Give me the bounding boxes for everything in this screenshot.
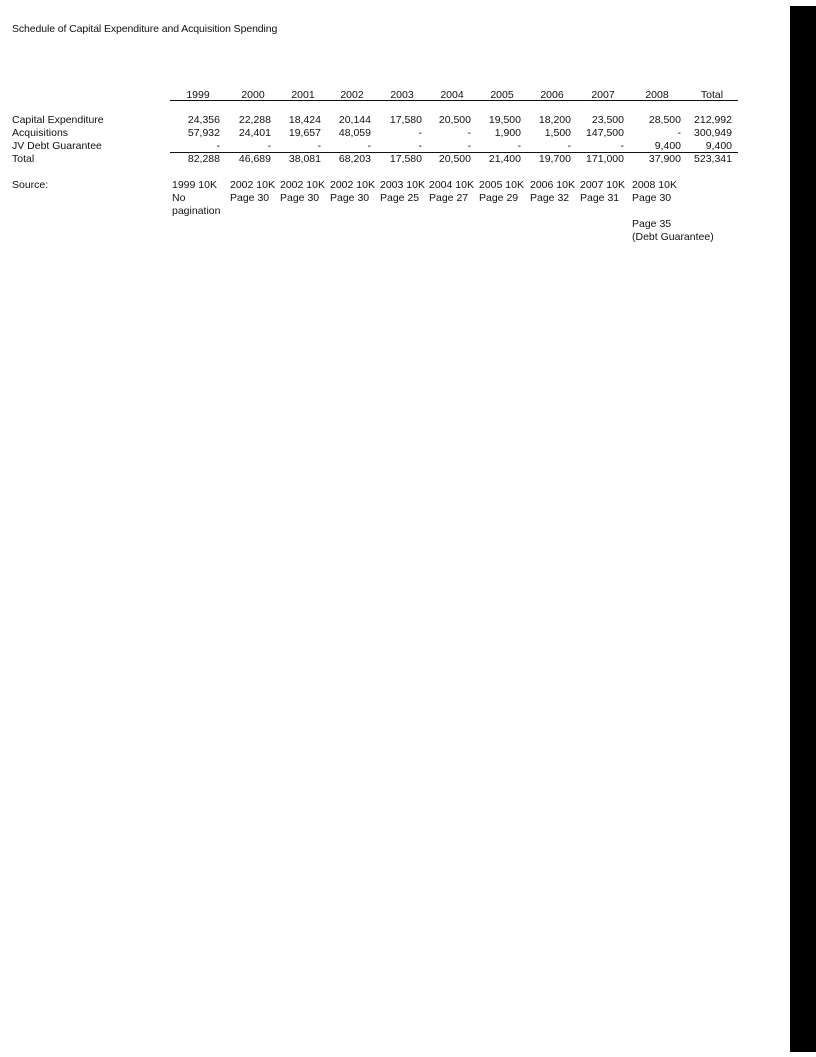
column-header: 2002 xyxy=(340,89,364,101)
source-entry: 2002 10K xyxy=(280,179,325,191)
document-title: Schedule of Capital Expenditure and Acquisition Spending xyxy=(12,23,278,35)
table-cell: 19,700 xyxy=(538,153,571,165)
source-entry: Page 30 xyxy=(632,192,672,204)
source-label: Source: xyxy=(12,179,49,191)
table-cell: 28,500 xyxy=(648,114,681,126)
row-label: Acquisitions xyxy=(12,127,69,139)
source-entry: Page 27 xyxy=(429,192,469,204)
column-header: 2000 xyxy=(241,89,265,101)
column-header: 2004 xyxy=(440,89,464,101)
column-header: 2003 xyxy=(390,89,414,101)
table-cell: 48,059 xyxy=(338,127,371,139)
column-header: 1999 xyxy=(186,89,210,101)
column-header: 2007 xyxy=(591,89,615,101)
source-entry: 2008 10K xyxy=(632,179,677,191)
source-entry: pagination xyxy=(172,205,221,217)
table-cell: 21,400 xyxy=(488,153,521,165)
column-header: 2006 xyxy=(540,89,564,101)
source-entry: 2002 10K xyxy=(230,179,275,191)
table-cell: - xyxy=(418,140,422,152)
table-cell: - xyxy=(620,140,624,152)
table-cell: 147,500 xyxy=(586,127,624,139)
source-entry: No xyxy=(172,192,186,204)
column-header: Total xyxy=(700,89,724,101)
table-cell: 19,500 xyxy=(488,114,521,126)
source-entry: Page 29 xyxy=(479,192,519,204)
table-cell: 20,500 xyxy=(438,114,471,126)
table-cell: 24,401 xyxy=(238,127,271,139)
table-cell: 1,900 xyxy=(494,127,521,139)
table-cell: 46,689 xyxy=(238,153,271,165)
source-entry: 2004 10K xyxy=(429,179,474,191)
table-cell: 212,992 xyxy=(694,114,732,126)
scan-edge-bar xyxy=(790,6,816,1052)
table-cell: 38,081 xyxy=(288,153,321,165)
table-cell: 9,400 xyxy=(654,140,681,152)
row-label: Total xyxy=(12,153,35,165)
table-cell: 523,341 xyxy=(694,153,732,165)
table-cell: 1,500 xyxy=(544,127,571,139)
table-cell: 22,288 xyxy=(238,114,271,126)
source-entry: 2002 10K xyxy=(330,179,375,191)
source-entry: Page 32 xyxy=(530,192,570,204)
row-label: JV Debt Guarantee xyxy=(12,140,102,152)
source-entry: 2005 10K xyxy=(479,179,524,191)
table-cell: 57,932 xyxy=(187,127,220,139)
table-cell: 23,500 xyxy=(591,114,624,126)
table-cell: - xyxy=(216,140,220,152)
source-entry: Page 30 xyxy=(330,192,370,204)
table-cell: - xyxy=(317,140,321,152)
table-cell: 82,288 xyxy=(187,153,220,165)
table-cell: 18,424 xyxy=(288,114,321,126)
table-cell: - xyxy=(467,127,471,139)
table-cell: 17,580 xyxy=(389,114,422,126)
table-cell: - xyxy=(418,127,422,139)
source-entry: 2006 10K xyxy=(530,179,575,191)
table-cell: - xyxy=(677,127,681,139)
header-rule xyxy=(170,100,738,101)
source-entry: Page 25 xyxy=(380,192,420,204)
table-cell: 171,000 xyxy=(586,153,624,165)
table-cell: 17,580 xyxy=(389,153,422,165)
table-cell: 20,144 xyxy=(338,114,371,126)
table-cell: - xyxy=(467,140,471,152)
source-entry: Page 31 xyxy=(580,192,620,204)
table-cell: - xyxy=(517,140,521,152)
table-cell: - xyxy=(367,140,371,152)
table-cell: 18,200 xyxy=(538,114,571,126)
source-entry: Page 30 xyxy=(280,192,320,204)
table-cell: 37,900 xyxy=(648,153,681,165)
column-header: 2008 xyxy=(645,89,669,101)
column-header: 2001 xyxy=(291,89,315,101)
table-cell: 68,203 xyxy=(338,153,371,165)
source-entry: 2007 10K xyxy=(580,179,625,191)
source-entry: (Debt Guarantee) xyxy=(632,231,714,243)
table-cell: 20,500 xyxy=(438,153,471,165)
source-entry: 1999 10K xyxy=(172,179,217,191)
source-entry: Page 35 xyxy=(632,218,672,230)
total-rule xyxy=(170,152,738,153)
source-entry: Page 30 xyxy=(230,192,270,204)
table-cell: 9,400 xyxy=(705,140,732,152)
source-entry: 2003 10K xyxy=(380,179,425,191)
table-cell: 19,657 xyxy=(288,127,321,139)
column-header: 2005 xyxy=(490,89,514,101)
table-cell: - xyxy=(567,140,571,152)
table-cell: 24,356 xyxy=(187,114,220,126)
table-cell: 300,949 xyxy=(694,127,732,139)
table-cell: - xyxy=(267,140,271,152)
row-label: Capital Expenditure xyxy=(12,114,104,126)
